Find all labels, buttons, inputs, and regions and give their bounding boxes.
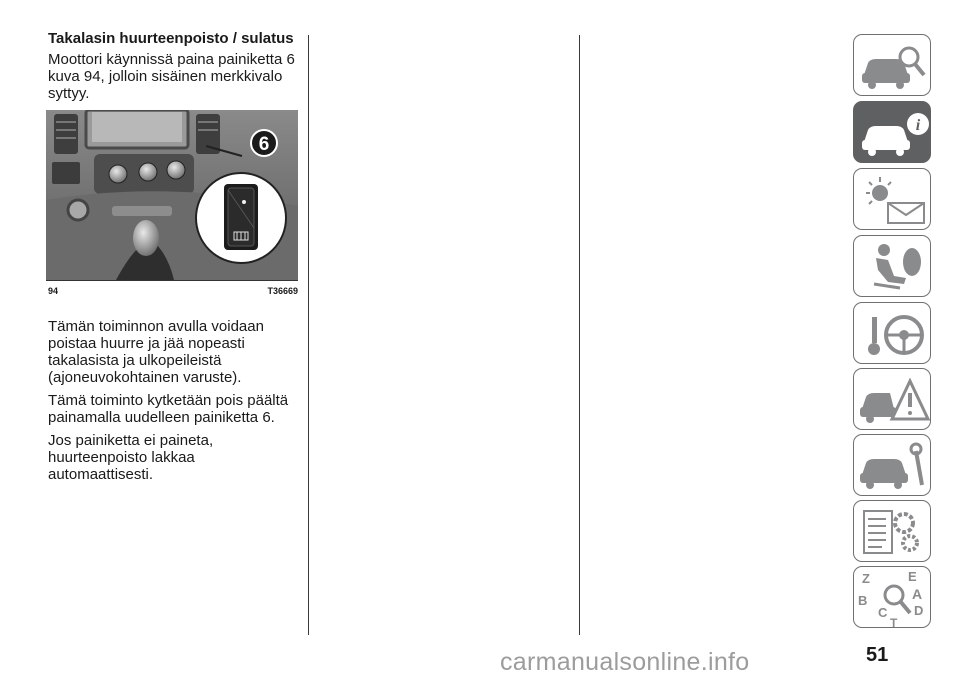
tab-lights-message[interactable] [853, 168, 931, 230]
tab-seat-airbag[interactable] [853, 235, 931, 297]
body-paragraph-2: Tämä toiminto kytketään pois päältä painamalla uudelleen painiketta 6. [48, 392, 289, 426]
section [48, 30, 300, 108]
key-steering-wheel-icon [854, 303, 932, 365]
body-paragraph-1: Tämän toiminnon avulla voidaan poistaa huurre ja jää nopeasti takalasista ja ulkopeileistä (ajoneuvokohtainen varuste). [48, 318, 264, 386]
tab-key-steering[interactable] [853, 302, 931, 364]
car-search-icon [854, 35, 932, 97]
column-divider [308, 35, 309, 635]
tab-list-gears[interactable] [853, 500, 931, 562]
car-info-icon [854, 102, 932, 164]
figure-code: T36669 [267, 286, 298, 296]
index-letter: A [912, 586, 923, 602]
dashboard-photo [46, 110, 298, 280]
figure-rule [46, 280, 298, 281]
car-wrench-icon [854, 435, 932, 497]
tab-car-warning[interactable] [853, 368, 931, 430]
body-paragraph-3: Jos painiketta ei paineta, huurteenpoisto lakkaa automaattisesti. [48, 432, 214, 483]
watermark: carmanualsonline.info [500, 648, 750, 676]
page-number: 51 [866, 644, 889, 666]
seat-airbag-icon [854, 236, 932, 298]
index-letter: B [858, 593, 868, 608]
lights-message-icon [854, 169, 932, 231]
figure-number: 94 [48, 286, 59, 296]
index-letter: Z [862, 571, 870, 586]
column-divider [579, 35, 580, 635]
index-letter: D [914, 603, 924, 618]
body-text [48, 318, 303, 489]
index-letter: T [890, 616, 898, 629]
tab-car-search[interactable] [853, 34, 931, 96]
index-letter: C [878, 605, 888, 620]
tab-car-info[interactable] [853, 101, 931, 163]
tab-car-wrench[interactable] [853, 434, 931, 496]
car-warning-triangle-icon [854, 369, 932, 431]
alphabet-search-icon [854, 567, 932, 629]
intro-paragraph: Moottori käynnissä paina painiketta 6 kuva 94, jolloin sisäinen merkkivalo syttyy. [48, 51, 295, 102]
list-gears-icon [854, 501, 932, 563]
svg-text:i: i [915, 117, 921, 134]
section-heading: Takalasin huurteenpoisto / sulatus [48, 30, 294, 47]
callout-number: 6 [258, 134, 270, 155]
figure-94 [46, 110, 298, 300]
index-letter: E [908, 569, 917, 584]
tab-alphabet-index[interactable] [853, 566, 931, 628]
